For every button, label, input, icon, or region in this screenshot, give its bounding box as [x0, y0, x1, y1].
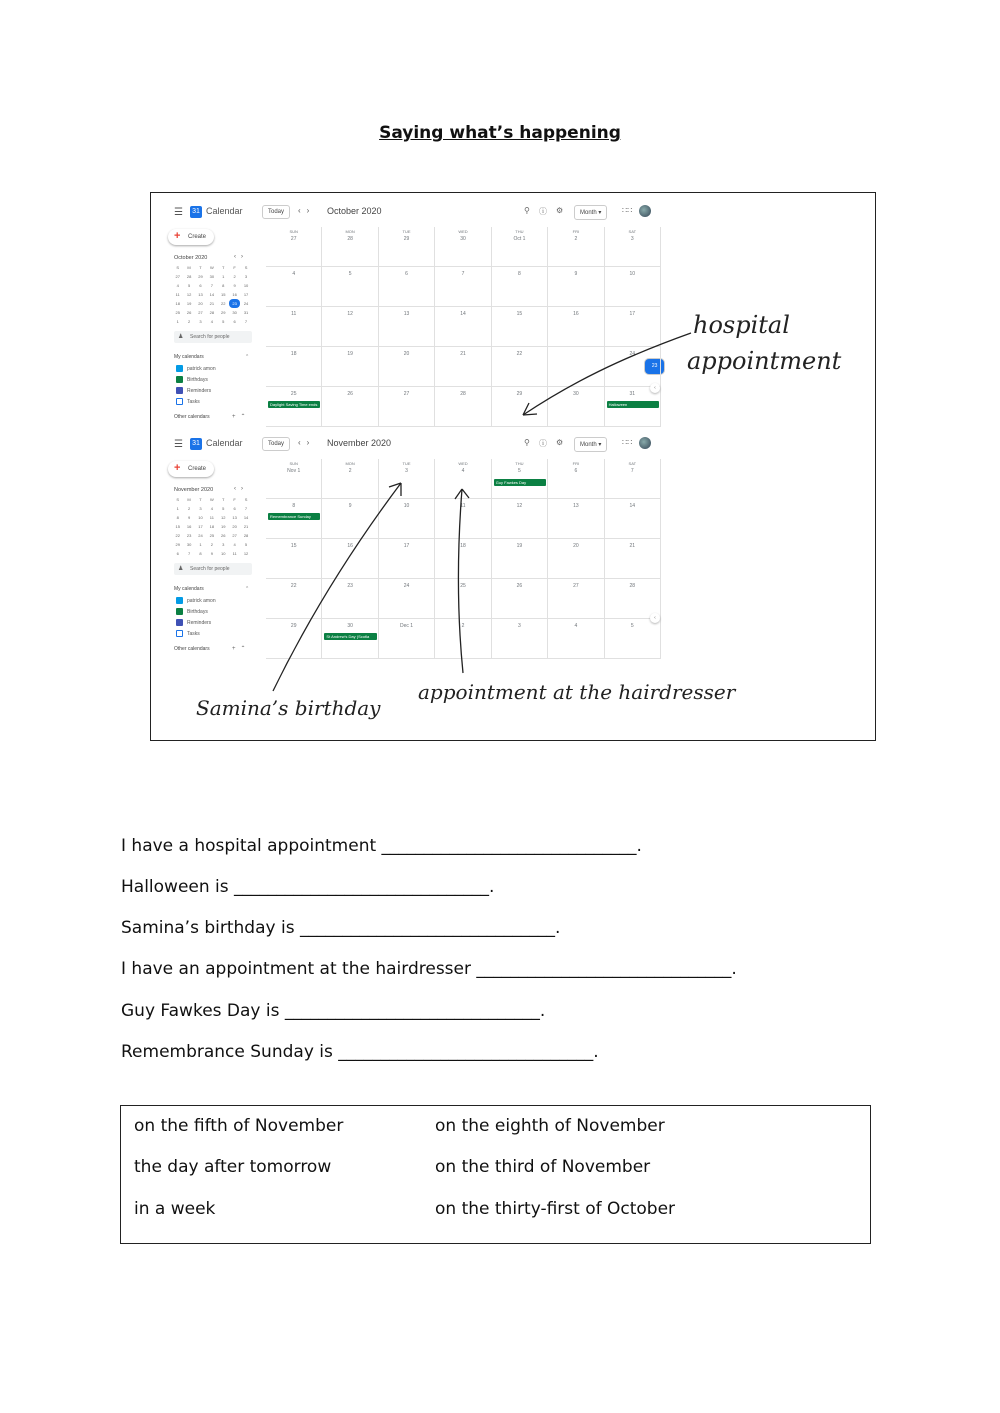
day-number[interactable]: 7	[630, 468, 634, 474]
calendar-screenshot	[150, 192, 876, 741]
answer-blank[interactable]: ______________________________	[338, 1042, 594, 1062]
day-number[interactable]: 4	[461, 468, 465, 474]
answer-blank[interactable]: ______________________________	[284, 1001, 540, 1021]
search-people-placeholder: Search for people	[190, 566, 230, 572]
day-name: TUE	[402, 461, 411, 466]
month-title: November 2020	[327, 438, 392, 448]
next-month-icon[interactable]: ›	[306, 206, 316, 215]
mini-day[interactable]: 1	[199, 542, 202, 547]
mini-day-letter: S	[244, 497, 248, 502]
day-number[interactable]: 11	[460, 503, 466, 509]
mini-day[interactable]: 29	[175, 542, 180, 547]
day-number[interactable]: 10	[403, 503, 410, 509]
mini-day[interactable]: 21	[243, 524, 249, 529]
mini-day[interactable]: 3	[222, 542, 225, 547]
mini-day-letter: T	[199, 497, 202, 502]
day-number[interactable]: 4	[292, 271, 296, 277]
sentence-text: Guy Fawkes Day is	[121, 1001, 285, 1021]
day-number[interactable]: 25	[460, 583, 466, 589]
calendar-event-chip[interactable]: Remembrance Sunday	[268, 513, 320, 520]
settings-gear-icon[interactable]: ⚙	[556, 438, 564, 447]
day-number[interactable]: 5	[348, 271, 352, 277]
mini-calendar-title: November 2020	[174, 487, 214, 493]
mini-day[interactable]: 10	[198, 515, 203, 520]
day-number[interactable]: 24	[403, 583, 410, 589]
menu-icon[interactable]: ☰	[174, 207, 183, 218]
mini-day-letter: F	[233, 497, 236, 502]
sentence-text: Remembrance Sunday is	[121, 1042, 339, 1062]
day-number[interactable]: 17	[629, 311, 636, 317]
mini-day[interactable]: 5	[222, 319, 225, 324]
mini-day-letter: W	[209, 265, 214, 270]
day-number[interactable]: 19	[347, 351, 353, 357]
day-number[interactable]: 15	[516, 311, 523, 317]
day-number[interactable]: 13	[403, 311, 410, 317]
day-number[interactable]: 30	[347, 623, 353, 629]
day-number[interactable]: 16	[573, 311, 579, 317]
calendar-event-chip[interactable]: St Andrew's Day (Scotla	[324, 633, 376, 640]
mini-day[interactable]: 28	[186, 274, 192, 279]
mini-day[interactable]: 19	[221, 524, 226, 529]
sentence-end: .	[636, 836, 642, 856]
mini-day[interactable]: 7	[244, 506, 248, 511]
add-calendar-icon[interactable]: +⌃	[232, 646, 251, 652]
mini-day-letter: T	[222, 265, 225, 270]
mini-day[interactable]: 24	[198, 533, 203, 538]
sentence-end: .	[593, 1042, 599, 1062]
mini-day[interactable]: 16	[232, 292, 237, 297]
apps-grid-icon[interactable]: ∷∷	[622, 206, 633, 215]
mini-day[interactable]: 16	[186, 524, 192, 529]
mini-day[interactable]: 18	[175, 301, 180, 306]
hairdresser-label: appointment at the hairdresser	[418, 680, 736, 704]
day-number[interactable]: 3	[405, 468, 408, 474]
mini-day[interactable]: 4	[233, 542, 236, 547]
mini-day[interactable]: 17	[243, 292, 249, 297]
mini-day[interactable]: 28	[243, 533, 249, 538]
mini-day[interactable]: 11	[232, 551, 237, 556]
day-number[interactable]: 21	[629, 543, 636, 549]
option-item[interactable]: on the thirty-first of October	[435, 1199, 676, 1219]
today-button[interactable]: Today	[262, 437, 290, 451]
mini-day-letter: F	[233, 265, 236, 270]
mini-day[interactable]: 15	[221, 292, 226, 297]
sentence-6	[121, 1042, 599, 1062]
help-icon[interactable]: ⓘ	[539, 207, 547, 216]
day-number[interactable]: 2	[574, 236, 578, 242]
mini-day[interactable]: 3	[244, 274, 248, 279]
help-icon[interactable]: ⓘ	[539, 439, 547, 448]
calendar-checkbox-label: Birthdays	[187, 608, 208, 615]
option-item[interactable]: the day after tomorrow	[134, 1157, 332, 1177]
answer-blank[interactable]: ______________________________	[299, 918, 555, 938]
search-icon[interactable]: ⚲	[524, 438, 530, 447]
day-number[interactable]: 8	[292, 503, 296, 509]
mini-day[interactable]: 29	[221, 310, 226, 315]
day-number[interactable]: 10	[629, 271, 636, 277]
apps-grid-icon[interactable]: ∷∷	[622, 438, 633, 447]
day-number[interactable]: 30	[573, 391, 579, 397]
day-number[interactable]: 5	[518, 468, 521, 474]
hospital-label-line2: appointment	[687, 347, 842, 375]
mini-day[interactable]: 22	[175, 533, 180, 538]
calendar-checkbox-label: Birthdays	[187, 376, 208, 383]
mini-day[interactable]: 14	[209, 292, 215, 297]
answer-blank[interactable]: ______________________________	[234, 877, 490, 897]
people-icon: ♟	[178, 334, 184, 340]
day-name: SAT	[628, 229, 637, 234]
calendar-event-chip[interactable]: Halloween	[607, 401, 659, 408]
option-item[interactable]: on the eighth of November	[435, 1116, 665, 1136]
day-number[interactable]: Dec 1	[400, 623, 414, 629]
day-number[interactable]: 3	[630, 236, 634, 242]
mini-day[interactable]: 8	[176, 515, 179, 520]
next-month-icon[interactable]: ›	[306, 438, 316, 447]
day-number[interactable]: 2	[348, 468, 352, 474]
mini-day[interactable]: 13	[198, 292, 203, 297]
mini-day[interactable]: 23	[229, 299, 240, 308]
mini-day[interactable]: 26	[221, 533, 226, 538]
menu-icon[interactable]: ☰	[174, 439, 183, 450]
hospital-label-line1: hospital	[693, 311, 790, 339]
plus-icon: +	[174, 230, 181, 242]
settings-gear-icon[interactable]: ⚙	[556, 206, 564, 215]
mini-day-letter: T	[222, 497, 225, 502]
mini-day-letter: M	[187, 497, 191, 502]
calendar-checkbox-label: patrick amon	[187, 597, 216, 604]
mini-day[interactable]: 17	[198, 524, 203, 529]
calendar-event-chip[interactable]: Daylight Saving Time ends	[268, 401, 320, 408]
day-number[interactable]: 15	[290, 543, 297, 549]
calendar-checkbox-label: patrick amon	[187, 365, 216, 372]
day-number[interactable]: 17	[403, 543, 410, 549]
mini-calendar-title: October 2020	[174, 255, 208, 261]
mini-day-letter: S	[176, 497, 180, 502]
answer-blank[interactable]: ______________________________	[381, 836, 637, 856]
side-panel-toggle-icon[interactable]: ‹	[650, 383, 660, 393]
day-number[interactable]: 22	[516, 351, 523, 357]
day-number[interactable]: Oct 1	[513, 236, 526, 242]
view-select[interactable]: Month ▾	[574, 205, 607, 220]
mini-day[interactable]: 11	[175, 292, 180, 297]
mini-day[interactable]: 4	[210, 319, 213, 324]
mini-day[interactable]: 27	[175, 274, 180, 279]
page-title: Saying what’s happening	[379, 123, 621, 143]
mini-day[interactable]: 19	[186, 301, 192, 306]
other-calendars-heading[interactable]: Other calendars	[174, 646, 210, 652]
sentence-3	[121, 918, 560, 938]
sentence-end: .	[539, 1001, 546, 1021]
mini-day[interactable]: 13	[232, 515, 237, 520]
mini-day[interactable]: 20	[232, 524, 237, 529]
day-name: SUN	[289, 461, 298, 466]
mini-day[interactable]: 11	[209, 515, 214, 520]
day-number[interactable]: 9	[574, 271, 578, 277]
mini-day[interactable]: 30	[186, 542, 192, 547]
mini-day[interactable]: 2	[187, 506, 191, 511]
day-number[interactable]: 8	[518, 271, 521, 277]
mini-day[interactable]: 1	[176, 319, 179, 324]
arrow-birthday-icon	[273, 483, 401, 691]
mini-day[interactable]: 6	[233, 319, 236, 324]
sentence-end: .	[489, 877, 495, 897]
calendar-checkbox-label: Reminders	[187, 619, 212, 626]
mini-day[interactable]: 6	[176, 551, 179, 556]
chevron-right-icon[interactable]: ›	[241, 254, 248, 260]
day-name: SUN	[289, 229, 298, 234]
mini-day[interactable]: 20	[198, 301, 203, 306]
day-number[interactable]: 26	[347, 391, 353, 397]
day-number[interactable]: 31	[629, 391, 636, 397]
mini-day[interactable]: 8	[199, 551, 202, 556]
mini-day[interactable]: 7	[244, 319, 248, 324]
mini-day[interactable]: 10	[243, 283, 249, 288]
day-number[interactable]: 20	[403, 351, 410, 357]
day-number[interactable]: 23	[347, 583, 353, 589]
mini-day[interactable]: 12	[243, 551, 249, 556]
arrow-hairdresser-icon	[458, 489, 463, 673]
calendar-logo-icon: 31	[190, 206, 202, 218]
mini-day-letter: W	[209, 497, 214, 502]
mini-day[interactable]: 25	[209, 533, 215, 538]
mini-day[interactable]: 30	[232, 310, 237, 315]
mini-day[interactable]: 7	[210, 283, 213, 288]
today-button[interactable]: Today	[262, 205, 290, 219]
answer-blank[interactable]: ______________________________	[476, 959, 732, 979]
view-select-label: Month	[580, 442, 597, 448]
mini-day[interactable]: 25	[175, 310, 180, 315]
mini-day[interactable]: 27	[198, 310, 203, 315]
prev-month-icon[interactable]: ‹	[298, 438, 307, 447]
mini-day[interactable]: 31	[243, 310, 249, 315]
day-number[interactable]: Nov 1	[287, 468, 301, 474]
day-number[interactable]: 27	[573, 583, 579, 589]
day-number[interactable]: 29	[403, 236, 410, 242]
day-number[interactable]: 7	[461, 271, 465, 277]
mini-day[interactable]: 4	[176, 283, 179, 288]
day-number[interactable]: 12	[516, 503, 523, 509]
mini-day[interactable]: 15	[175, 524, 180, 529]
option-item[interactable]: on the third of November	[435, 1157, 651, 1177]
day-number[interactable]: 20	[573, 543, 579, 549]
day-name: WED	[458, 229, 468, 234]
day-number[interactable]: 3	[518, 623, 521, 629]
mini-day[interactable]: 1	[222, 274, 225, 279]
day-number[interactable]: 4	[574, 623, 578, 629]
my-calendars-heading[interactable]: My calendars	[174, 586, 204, 592]
mini-day[interactable]: 23	[186, 533, 192, 538]
day-number[interactable]: 25	[290, 391, 297, 397]
search-icon[interactable]: ⚲	[524, 206, 530, 215]
mini-day-letter: T	[199, 265, 202, 270]
view-select[interactable]: Month ▾	[574, 437, 607, 452]
mini-day[interactable]: 5	[222, 506, 225, 511]
mini-day[interactable]: 24	[243, 301, 249, 306]
mini-day[interactable]: 22	[221, 301, 226, 306]
mini-day[interactable]: 3	[199, 319, 202, 324]
chevron-left-icon[interactable]: ‹	[234, 486, 241, 492]
day-number[interactable]: 24	[629, 351, 636, 357]
day-number[interactable]: 23	[644, 358, 665, 375]
app-name: Calendar	[206, 438, 243, 448]
mini-day[interactable]: 8	[222, 283, 225, 288]
day-number[interactable]: 13	[573, 503, 579, 509]
mini-day[interactable]: 9	[233, 283, 236, 288]
mini-day[interactable]: 28	[209, 310, 215, 315]
day-number[interactable]: 14	[460, 311, 466, 317]
mini-day[interactable]: 3	[199, 506, 202, 511]
mini-day-letter: S	[244, 265, 248, 270]
day-number[interactable]: 12	[347, 311, 353, 317]
plus-icon: +	[174, 462, 181, 474]
day-number[interactable]: 19	[516, 543, 523, 549]
day-number[interactable]: 28	[629, 583, 636, 589]
mini-day[interactable]: 9	[187, 515, 191, 520]
my-calendars-heading[interactable]: My calendars	[174, 354, 204, 360]
day-name: TUE	[402, 229, 411, 234]
day-number[interactable]: 30	[460, 236, 466, 242]
mini-day[interactable]: 5	[187, 283, 191, 288]
option-item[interactable]: in a week	[134, 1199, 216, 1219]
calendar-logo-icon: 31	[190, 438, 202, 450]
mini-day[interactable]: 1	[176, 506, 179, 511]
mini-day[interactable]: 4	[210, 506, 213, 511]
mini-day[interactable]: 30	[209, 274, 215, 279]
calendar-checkbox-label: Tasks	[187, 630, 200, 637]
create-label: Create	[188, 466, 207, 472]
sentence-5	[121, 1001, 545, 1021]
sentence-text: Halloween is	[121, 877, 235, 897]
birthday-label: Samina’s birthday	[196, 696, 381, 720]
chevron-up-icon[interactable]: ⌃	[245, 586, 250, 592]
sentence-end: .	[731, 959, 737, 979]
day-number[interactable]: 26	[516, 583, 523, 589]
day-number[interactable]: 22	[290, 583, 297, 589]
day-number[interactable]: 29	[290, 623, 297, 629]
day-number[interactable]: 5	[630, 623, 634, 629]
view-select-label: Month	[580, 210, 597, 216]
day-number[interactable]: 14	[629, 503, 636, 509]
day-number[interactable]: 27	[290, 236, 297, 242]
add-calendar-icon[interactable]: +⌃	[232, 414, 251, 420]
word-bank	[120, 1105, 871, 1244]
day-number[interactable]: 11	[291, 311, 297, 317]
mini-day[interactable]: 12	[221, 515, 226, 520]
other-calendars-heading[interactable]: Other calendars	[174, 414, 210, 420]
sentence-2	[121, 877, 494, 897]
day-name: MON	[345, 229, 355, 234]
mini-day[interactable]: 10	[221, 551, 226, 556]
day-name: MON	[345, 461, 355, 466]
day-name: WED	[458, 461, 468, 466]
app-name: Calendar	[206, 206, 243, 216]
day-number[interactable]: 28	[460, 391, 466, 397]
day-number[interactable]: 21	[460, 351, 466, 357]
mini-day[interactable]: 2	[187, 319, 191, 324]
search-people-placeholder: Search for people	[190, 334, 230, 340]
prev-month-icon[interactable]: ‹	[298, 206, 307, 215]
day-number[interactable]: 29	[516, 391, 523, 397]
day-number[interactable]: 27	[403, 391, 410, 397]
day-number[interactable]: 9	[348, 503, 352, 509]
mini-day[interactable]: 21	[209, 301, 215, 306]
mini-day[interactable]: 7	[187, 551, 191, 556]
mini-day[interactable]: 5	[244, 542, 248, 547]
day-number[interactable]: 18	[290, 351, 297, 357]
mini-day[interactable]: 2	[210, 542, 213, 547]
mini-day-letter: M	[187, 265, 191, 270]
day-name: THU	[515, 229, 524, 234]
arrow-hospital-icon	[523, 333, 691, 415]
month-title: October 2020	[327, 206, 382, 216]
mini-day[interactable]: 29	[198, 274, 203, 279]
option-item[interactable]: on the fifth of November	[134, 1116, 344, 1136]
day-number[interactable]: 16	[347, 543, 353, 549]
day-number[interactable]: 18	[460, 543, 466, 549]
calendar-event-chip[interactable]: Guy Fawkes Day	[494, 479, 546, 486]
mini-day[interactable]: 2	[233, 274, 236, 279]
mini-day[interactable]: 26	[186, 310, 192, 315]
mini-day[interactable]: 9	[210, 551, 213, 556]
calendar-checkbox-label: Reminders	[187, 387, 212, 394]
mini-day[interactable]: 6	[199, 283, 202, 288]
day-name: FRI	[572, 461, 580, 466]
handwritten-annotations	[151, 193, 875, 740]
sentence-1	[121, 836, 642, 856]
chevron-left-icon[interactable]: ‹	[234, 254, 241, 260]
mini-day[interactable]: 27	[232, 533, 237, 538]
day-number[interactable]: 6	[574, 468, 578, 474]
day-number[interactable]: 2	[461, 623, 465, 629]
day-name: SAT	[628, 461, 637, 466]
calendar-checkbox-label: Tasks	[187, 398, 200, 405]
mini-day[interactable]: 12	[186, 292, 192, 297]
day-number[interactable]: 6	[405, 271, 408, 277]
day-name: THU	[515, 461, 524, 466]
mini-day[interactable]: 14	[243, 515, 249, 520]
sentence-text: I have a hospital appointment	[121, 836, 382, 856]
day-number[interactable]: 28	[347, 236, 353, 242]
create-label: Create	[188, 234, 207, 240]
mini-day[interactable]: 6	[233, 506, 236, 511]
mini-day[interactable]: 18	[209, 524, 215, 529]
people-icon: ♟	[178, 566, 184, 572]
sentence-4	[121, 959, 737, 979]
chevron-right-icon[interactable]: ›	[241, 486, 248, 492]
sentence-text: I have an appointment at the hairdresser	[121, 959, 477, 979]
side-panel-toggle-icon[interactable]: ‹	[650, 613, 660, 623]
sentence-text: Samina’s birthday is	[121, 918, 300, 938]
sentence-end: .	[554, 918, 561, 938]
chevron-up-icon[interactable]: ⌃	[245, 354, 250, 360]
day-name: FRI	[572, 229, 580, 234]
mini-day-letter: S	[176, 265, 180, 270]
